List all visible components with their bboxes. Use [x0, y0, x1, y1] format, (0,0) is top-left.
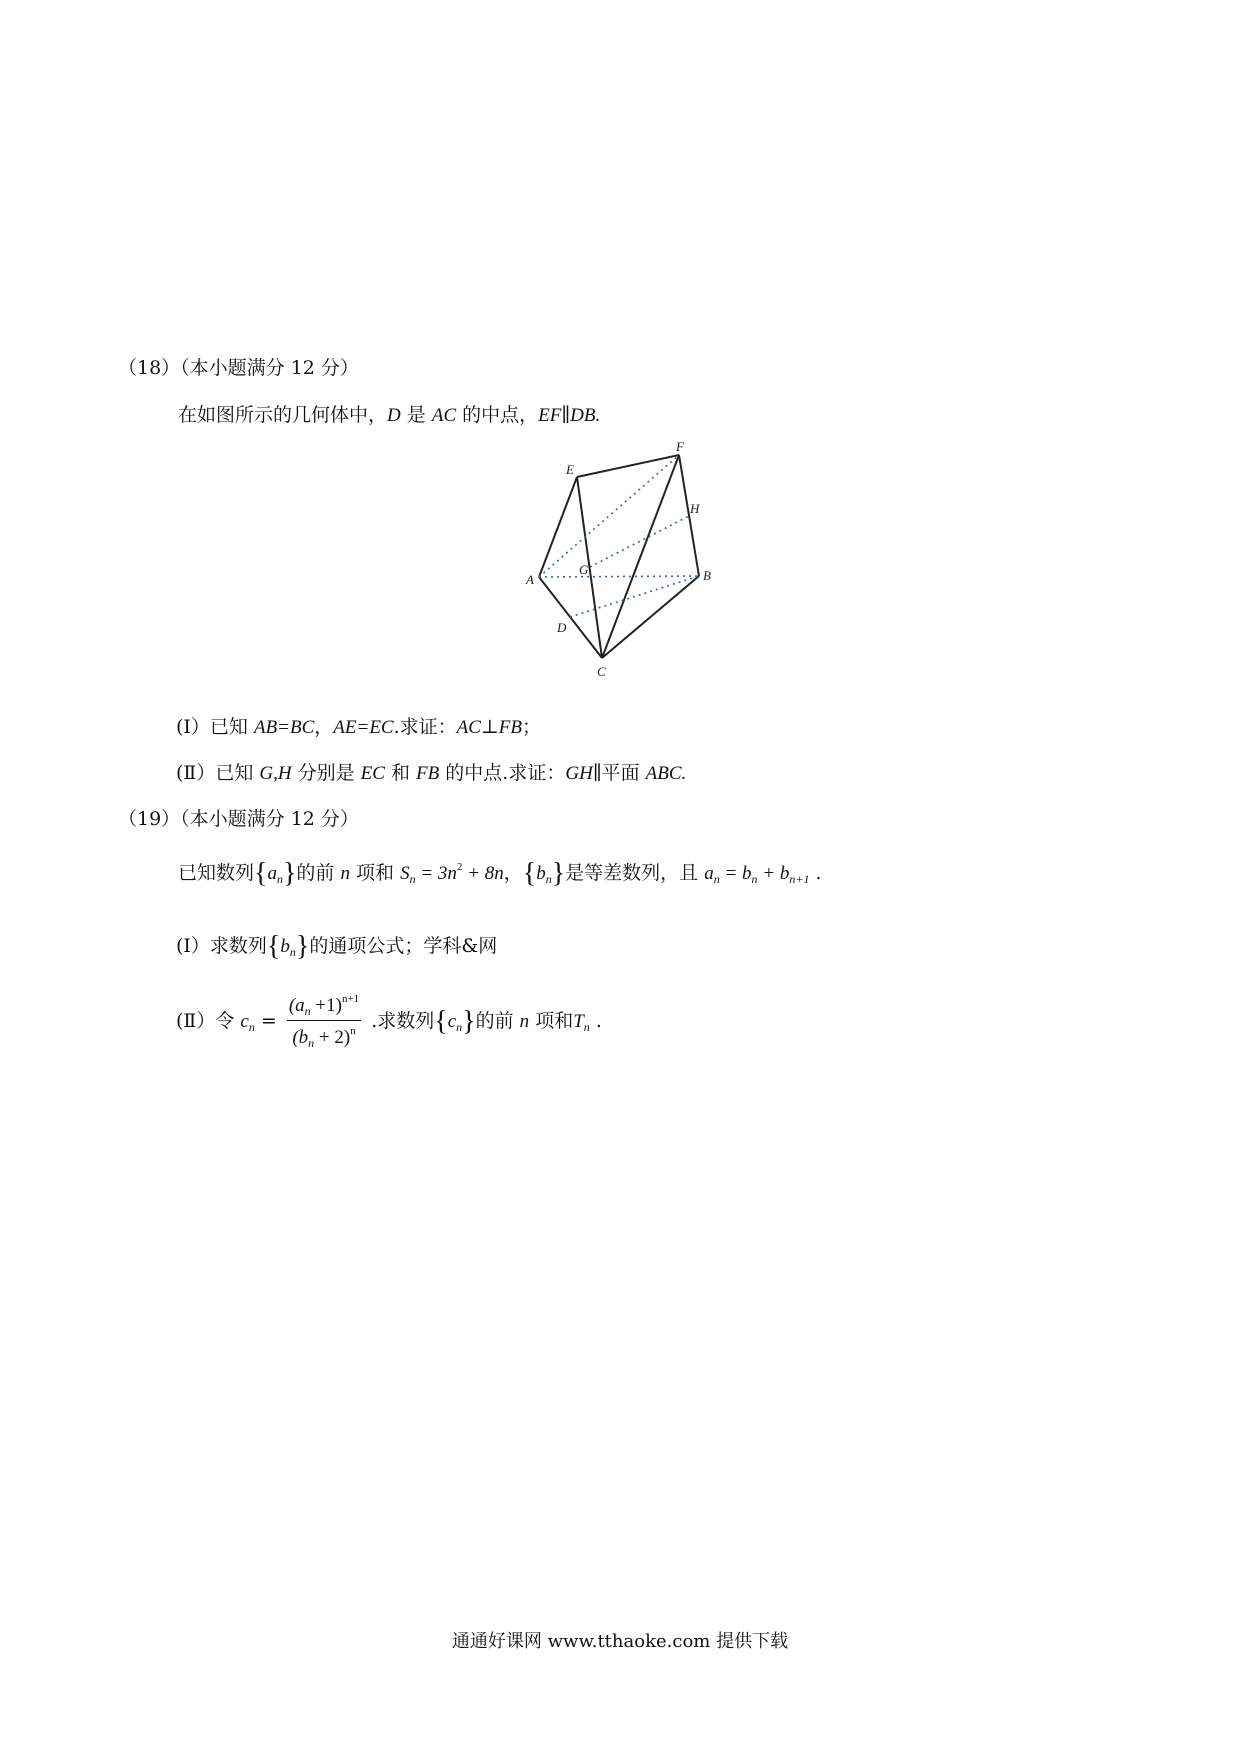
math-c: c	[240, 1010, 249, 1032]
label-B: B	[703, 568, 711, 583]
math: AC⊥FB	[456, 717, 523, 738]
subscript: n	[308, 1036, 315, 1051]
q18-part1	[176, 716, 541, 740]
label-H: H	[690, 501, 700, 516]
text: 的前	[296, 862, 341, 884]
math-D: D	[387, 405, 401, 426]
subscript: n	[583, 1019, 590, 1034]
math-c: c	[447, 1010, 457, 1032]
text: 的通项公式；学科&网	[309, 935, 498, 957]
math: + 8n	[462, 863, 504, 884]
subscript: n	[751, 872, 758, 886]
text: 已知数列	[178, 862, 255, 884]
text: 分别是	[291, 762, 361, 784]
text: .	[809, 862, 822, 884]
q19-header: （19）（本小题满分 12 分）	[118, 808, 359, 830]
math-b: b	[536, 863, 546, 884]
subscript: n	[713, 872, 720, 886]
math: AB=BC	[253, 717, 315, 738]
subscript: n	[248, 1019, 255, 1034]
math: +1)	[310, 995, 342, 1016]
math: ABC.	[645, 763, 687, 784]
brace-left: {	[434, 1005, 448, 1037]
fraction-denominator	[287, 1021, 361, 1050]
math: GH	[565, 763, 593, 784]
text: 是	[400, 404, 432, 426]
text: 项和	[529, 1009, 574, 1032]
math: (b	[292, 1027, 309, 1049]
text: 的前	[475, 1009, 520, 1032]
math: G,H	[259, 763, 292, 784]
text: 的中点，	[456, 404, 539, 426]
math-b: b	[280, 936, 290, 957]
q18-intro	[178, 404, 600, 428]
fraction	[287, 993, 361, 1051]
superscript: n+1	[341, 993, 360, 1005]
math: FB	[416, 763, 440, 784]
label-C: C	[597, 664, 606, 679]
label-E: E	[566, 462, 574, 477]
math-a: a	[267, 863, 277, 884]
label-F: F	[676, 440, 684, 454]
text: =	[254, 1009, 277, 1032]
text: (I）求数列	[176, 935, 267, 957]
subscript: n	[456, 1019, 463, 1034]
math-a: a	[704, 863, 714, 884]
math-AC: AC	[431, 405, 457, 426]
label-D: D	[557, 620, 567, 635]
subscript: n	[545, 872, 552, 886]
text: 的中点.求证：	[439, 762, 566, 784]
q19-part2	[176, 993, 602, 1051]
text: (I）已知	[176, 716, 254, 738]
text: (Ⅱ）令	[176, 1009, 241, 1032]
text: ；	[522, 716, 542, 738]
math-n: n	[340, 863, 350, 884]
brace-right: }	[295, 931, 310, 962]
q18-header: （18）（本小题满分 12 分）	[118, 357, 359, 379]
math: = 3n	[415, 863, 457, 884]
brace-left: {	[254, 858, 268, 889]
math: + 2)	[314, 1027, 351, 1049]
math: AE=EC	[333, 717, 394, 738]
subscript: n	[304, 1004, 311, 1018]
q19-part1	[176, 930, 497, 964]
edge-EF	[577, 455, 679, 477]
superscript: n	[350, 1025, 356, 1038]
subscript: n	[409, 872, 416, 886]
math: EC	[360, 763, 385, 784]
page-footer: 通通好课网 www.tthaoke.com 提供下载	[451, 1631, 789, 1652]
text: (Ⅱ）已知	[176, 762, 260, 784]
math: (a	[288, 995, 305, 1016]
math: = b	[719, 863, 752, 884]
edge-DB	[570, 576, 699, 617]
text: ，	[503, 862, 523, 884]
q18-part2	[176, 762, 686, 786]
brace-right: }	[282, 858, 297, 889]
subscript: n	[289, 945, 296, 959]
dashed-edges	[539, 455, 699, 617]
text: ∥平面	[592, 762, 646, 784]
edge-EA	[539, 477, 577, 577]
text: 项和	[349, 862, 401, 884]
label-G: G	[579, 562, 589, 577]
text: 是等差数列，且	[565, 862, 705, 884]
text: ，	[314, 716, 334, 738]
brace-right: }	[462, 1005, 476, 1037]
math-n: n	[519, 1010, 530, 1032]
q19-intro	[178, 857, 822, 891]
text: 和	[384, 762, 417, 784]
brace-left: {	[522, 858, 537, 889]
superscript: 2	[456, 861, 463, 873]
label-A: A	[526, 572, 534, 587]
math-relation: EF∥DB.	[538, 405, 601, 426]
math-S: S	[400, 863, 410, 884]
math: + b	[757, 863, 790, 884]
geometry-figure	[520, 440, 740, 690]
text: .求证：	[393, 716, 457, 738]
text: 在如图所示的几何体中，	[178, 404, 388, 426]
edge-AB	[539, 576, 699, 577]
brace-left: {	[266, 931, 281, 962]
subscript: n+1	[789, 872, 810, 886]
brace-right: }	[551, 858, 566, 889]
text: .	[589, 1009, 602, 1032]
fraction-numerator	[287, 993, 361, 1021]
text: .求数列	[371, 1009, 435, 1032]
edge-FC	[602, 455, 679, 658]
math-T: T	[573, 1010, 584, 1032]
subscript: n	[276, 872, 283, 886]
edge-AF	[539, 455, 679, 577]
